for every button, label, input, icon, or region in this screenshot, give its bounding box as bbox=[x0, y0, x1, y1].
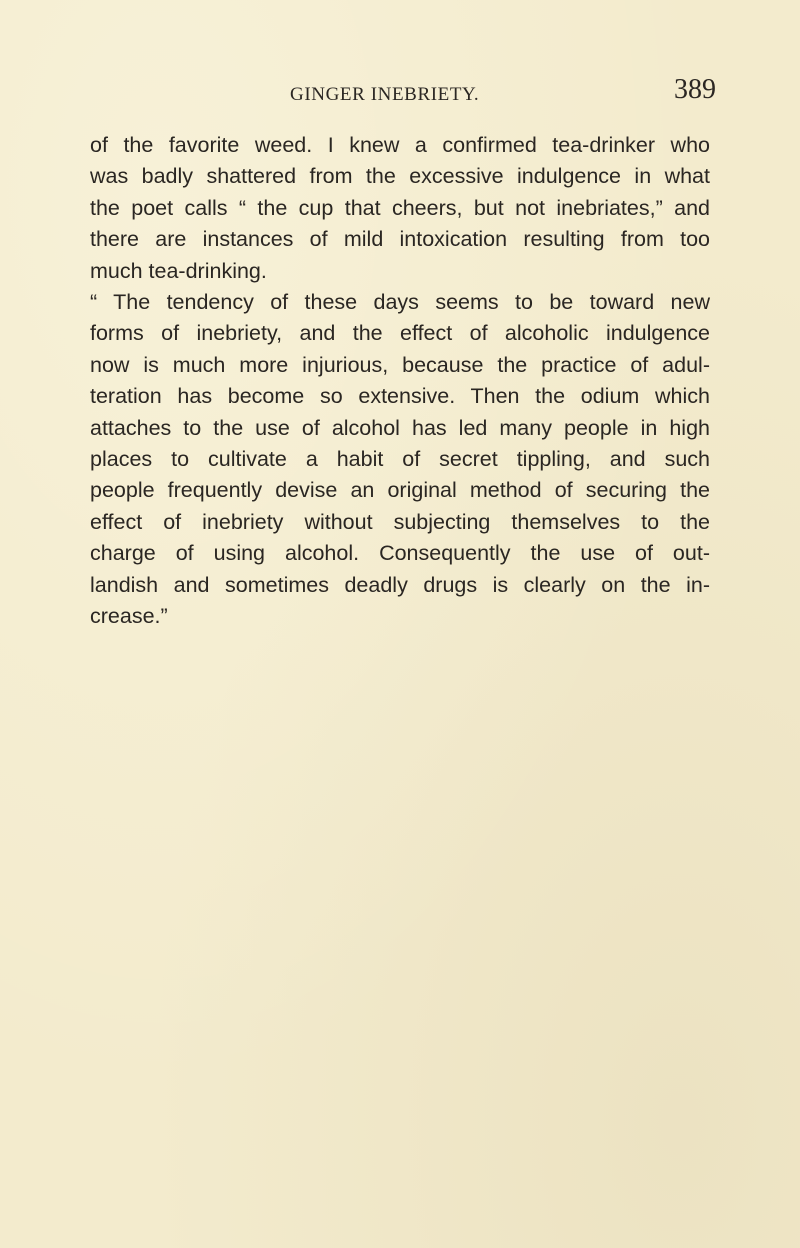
text-line: now is much more injurious, because the practice of adul- bbox=[90, 352, 710, 377]
text-line: teration has become so extensive. Then the odium which bbox=[90, 384, 710, 409]
text-line: people frequently devise an original method of securing the bbox=[90, 478, 710, 503]
page-number: 389 bbox=[674, 74, 716, 105]
text-line: charge of using alcohol. Consequently the use of out- bbox=[90, 541, 710, 566]
text-line: forms of inebriety, and the effect of alcoholic indulgence bbox=[90, 321, 710, 346]
text-line: “ The tendency of these days seems to be toward new bbox=[90, 290, 710, 315]
text-line: crease.” bbox=[90, 604, 168, 629]
text-line: attaches to the use of alcohol has led many people in high bbox=[90, 415, 710, 440]
text-line: landish and sometimes deadly drugs is clearly on the in- bbox=[90, 572, 710, 597]
text-line: was badly shattered from the excessive indulgence in what bbox=[90, 164, 710, 189]
running-head-title: GINGER INEBRIETY. bbox=[290, 84, 480, 105]
body-text bbox=[90, 130, 710, 633]
text-line: effect of inebriety without subjecting themselves to the bbox=[90, 509, 710, 534]
text-line: much tea-drinking. bbox=[90, 258, 267, 283]
text-line: places to cultivate a habit of secret tippling, and such bbox=[90, 447, 710, 472]
text-line: the poet calls “ the cup that cheers, but not inebriates,” and bbox=[90, 195, 710, 220]
text-line: there are instances of mild intoxication resulting from too bbox=[90, 227, 710, 252]
text-line: of the favorite weed. I knew a confirmed tea-drinker who bbox=[90, 133, 710, 157]
